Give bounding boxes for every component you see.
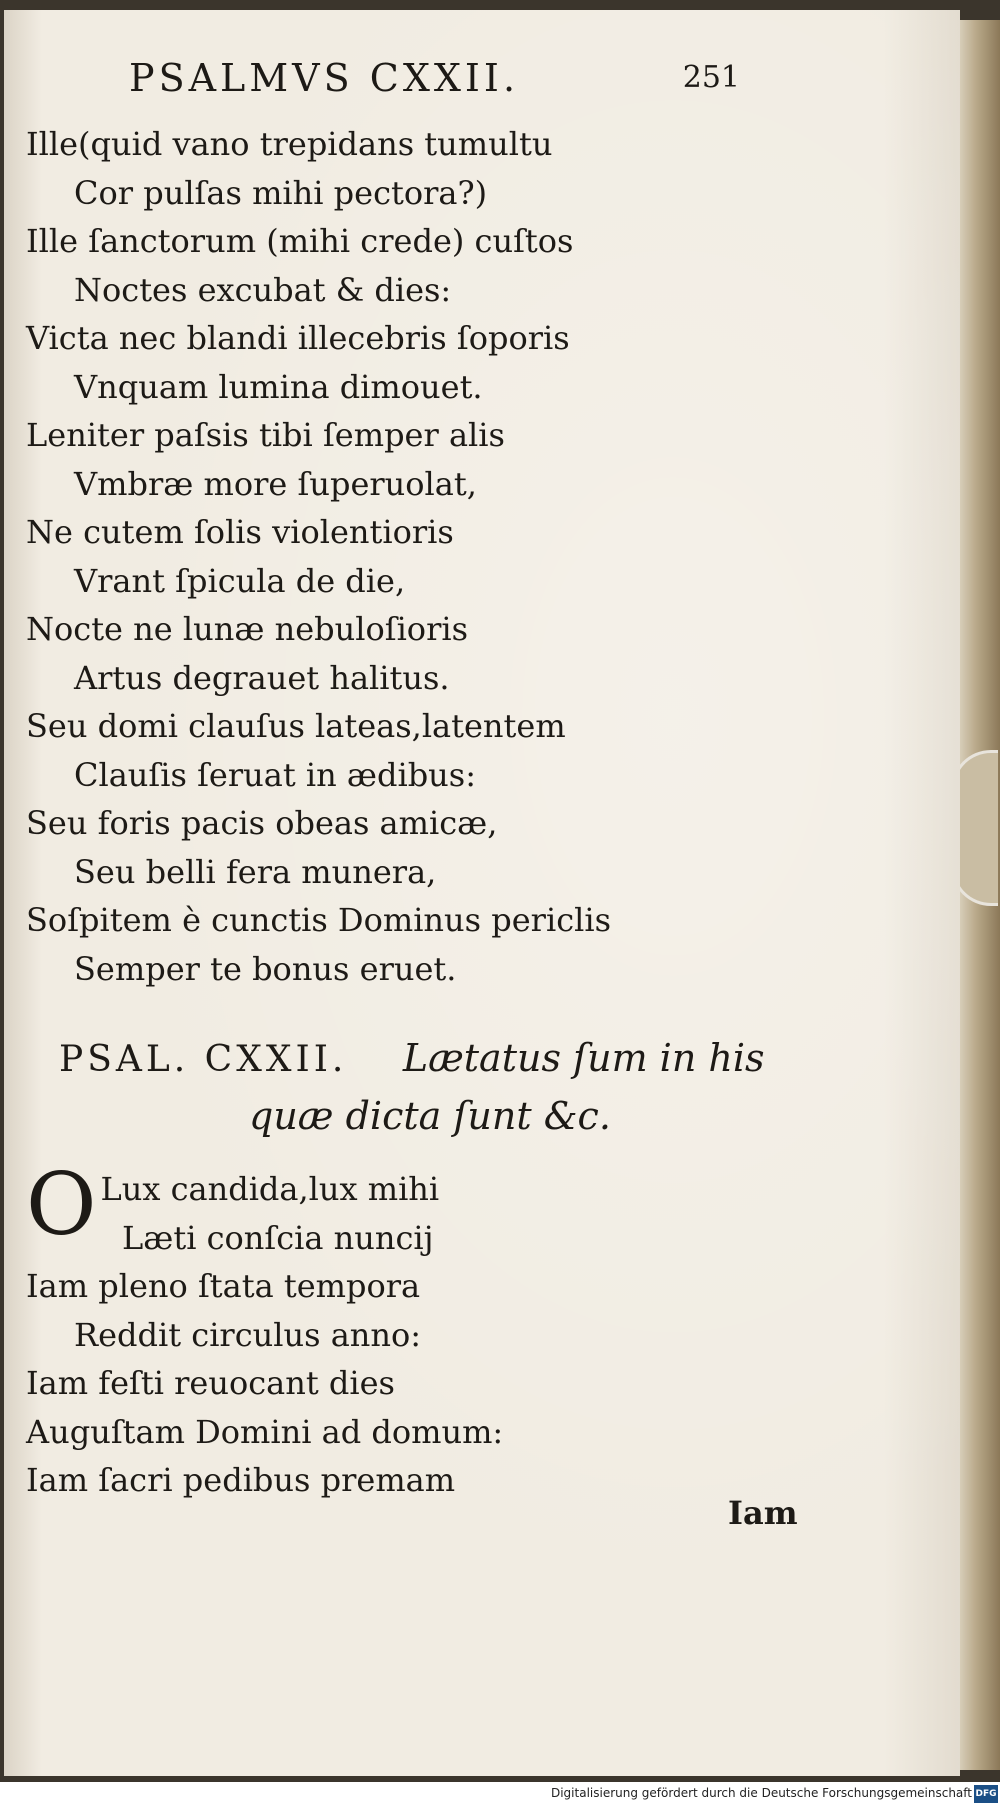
book-page — [4, 10, 960, 1776]
digitization-footer — [0, 1782, 1000, 1807]
page-header — [129, 50, 900, 106]
poem-text — [26, 120, 926, 993]
dfg-logo-icon: DFG — [974, 1785, 998, 1803]
ode-text — [26, 1155, 926, 1505]
verse-line: Auguſtam Domini ad domum: — [26, 1412, 504, 1451]
verse-line: Cor pulſas mihi pectora?) — [74, 173, 488, 212]
psalm-number: PSAL. CXXII. — [59, 1039, 348, 1080]
verse-line: Seu foris pacis obeas amicæ, — [26, 804, 498, 842]
verse-line: Iam feſti reuocant dies — [26, 1364, 395, 1402]
verse-line: Reddit circulus anno: — [74, 1315, 422, 1354]
verse-line: Iam pleno ſtata tempora — [26, 1267, 421, 1305]
verse-line: Vrant ſpicula de die, — [74, 561, 406, 600]
verse-line: Soſpitem è cunctis Dominus periclis — [26, 901, 611, 939]
drop-cap: O — [26, 1155, 97, 1255]
catchword: Iam — [728, 1494, 798, 1532]
verse-line: Seu belli fera munera, — [74, 852, 437, 891]
footer-credit: Digitalisierung gefördert durch die Deutsche Forschungsgemeinschaft — [550, 1786, 972, 1800]
verse-line: Artus degrauet halitus. — [74, 658, 450, 697]
verse-line: Ne cutem ſolis violentioris — [26, 513, 454, 551]
verse-line: Ille ſanctorum (mihi crede) cuſtos — [26, 222, 574, 260]
verse-line: Seu domi clauſus lateas,latentem — [26, 707, 566, 745]
page-number: 251 — [682, 60, 740, 95]
verse-line: Lux candida,lux mihi — [100, 1170, 440, 1208]
running-head: PSALMVS CXXII. — [129, 56, 520, 100]
verse-line: Noctes excubat & dies: — [74, 270, 452, 309]
verse-line: Clauſis ſeruat in ædibus: — [74, 755, 476, 794]
verse-line: Victa nec blandi illecebris ſoporis — [26, 319, 570, 357]
verse-line: Nocte ne lunæ nebuloſioris — [26, 610, 469, 648]
verse-line: Læti conſcia nuncij — [122, 1218, 434, 1257]
verse-line: Ille(quid vano trepidans tumultu — [26, 125, 553, 163]
psalm-heading — [59, 1030, 859, 1146]
verse-line: Vmbræ more ſuperuolat, — [74, 464, 477, 503]
verse-line: Vnquam lumina dimouet. — [74, 367, 483, 406]
verse-line: Iam ſacri pedibus premam — [26, 1461, 456, 1499]
psalm-incipit-continued: quæ dicta ſunt &c. — [249, 1094, 611, 1138]
verse-line: Semper te bonus eruet. — [74, 949, 457, 988]
psalm-incipit: Lætatus ſum in his — [402, 1036, 765, 1080]
verse-line: Leniter paſsis tibi ſemper alis — [26, 416, 505, 454]
